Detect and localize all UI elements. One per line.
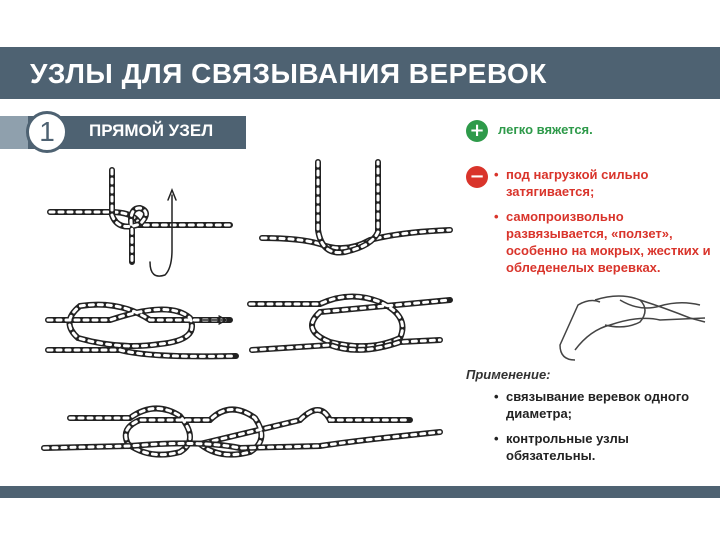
usage-item: • контрольные узлы обязательны. bbox=[494, 431, 629, 463]
step-1-illustration bbox=[50, 170, 230, 276]
pros-item: легко вяжется. bbox=[498, 122, 593, 137]
hands-illustration bbox=[560, 296, 705, 360]
usage-title: Применение: bbox=[466, 367, 551, 382]
step-4-illustration bbox=[250, 296, 450, 350]
usage-item: • связывание веревок одного диаметра; bbox=[494, 389, 690, 421]
section-title: ПРЯМОЙ УЗЕЛ bbox=[89, 121, 214, 140]
step-3-illustration bbox=[48, 305, 236, 357]
plus-icon: + bbox=[466, 120, 488, 142]
bottom-bar bbox=[0, 486, 720, 498]
cons-item: • самопроизвольно развязывается, «ползет», особенно на мокрых, жестких и обледенелых веревках. bbox=[494, 209, 711, 275]
cons-list bbox=[494, 166, 714, 284]
step-5-illustration bbox=[44, 408, 440, 454]
step-2-illustration bbox=[262, 162, 450, 253]
cons-item: • под нагрузкой сильно затягивается; bbox=[494, 167, 649, 199]
section-number: 1 bbox=[26, 111, 68, 153]
usage-list bbox=[494, 388, 714, 472]
page-title: УЗЛЫ ДЛЯ СВЯЗЫВАНИЯ ВЕРЕВОК bbox=[30, 58, 547, 89]
minus-icon: − bbox=[466, 166, 488, 188]
